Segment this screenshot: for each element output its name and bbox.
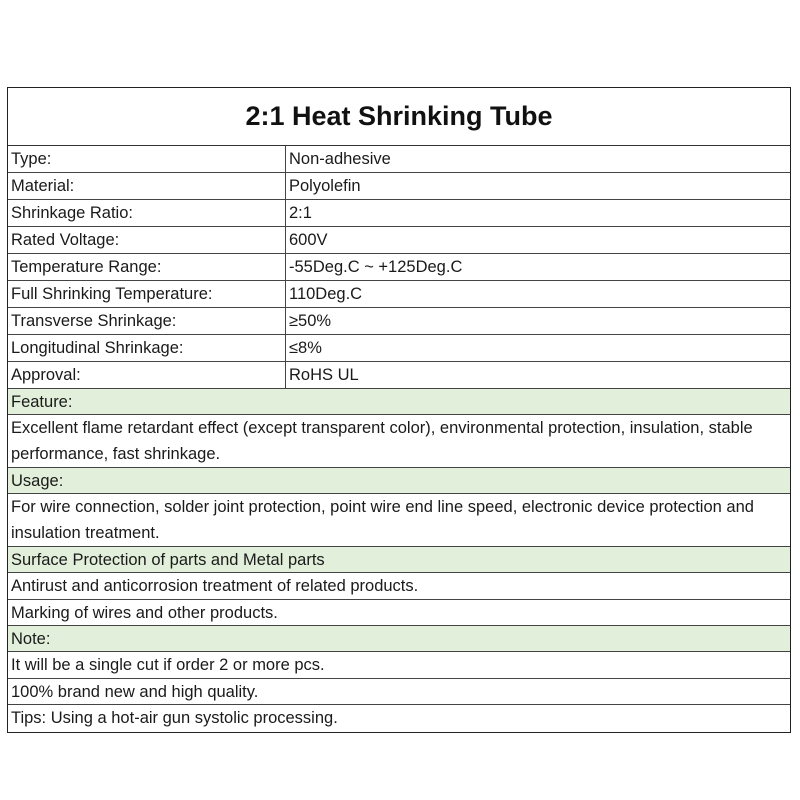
spec-value: 2:1 [289, 204, 312, 222]
spec-row-approval [8, 362, 790, 389]
table-title: 2:1 Heat Shrinking Tube [8, 88, 790, 146]
section-header-feature [8, 389, 790, 415]
section-header-label: Usage: [11, 472, 64, 490]
spec-label: Shrinkage Ratio: [8, 200, 286, 226]
spec-label: Rated Voltage: [8, 227, 286, 253]
spec-row-full-shrinking-temperature [8, 281, 790, 308]
spec-value: Polyolefin [289, 177, 361, 195]
note-line-row [8, 679, 790, 706]
section-header-label: Note: [11, 630, 51, 648]
spec-row-shrinkage-ratio [8, 200, 790, 227]
spec-value: RoHS UL [289, 366, 359, 384]
spec-value: 110Deg.C [289, 285, 363, 303]
note-line-row [8, 652, 790, 679]
spec-row-transverse-shrinkage [8, 308, 790, 335]
spec-label: Transverse Shrinkage: [8, 308, 286, 334]
spec-value: -55Deg.C ~ +125Deg.C [289, 258, 463, 276]
spec-row-rated-voltage [8, 227, 790, 254]
section-header-usage [8, 468, 790, 494]
feature-text-row [8, 415, 790, 468]
note-line: It will be a single cut if order 2 or more pcs. [11, 656, 325, 674]
spec-value: ≥50% [289, 312, 332, 330]
usage-text-row [8, 494, 790, 547]
note-line-row [8, 705, 790, 732]
spec-label: Type: [8, 146, 286, 172]
surface-line-row [8, 573, 790, 600]
spec-row-longitudinal-shrinkage [8, 335, 790, 362]
usage-text: For wire connection, solder joint protection, point wire end line speed, electronic device protection and insulation treatment. [11, 498, 754, 542]
spec-label: Longitudinal Shrinkage: [8, 335, 286, 361]
note-line: 100% brand new and high quality. [11, 682, 259, 701]
note-line: Tips: Using a hot-air gun systolic processing. [11, 709, 338, 727]
section-header-label: Surface Protection of parts and Metal parts [11, 551, 325, 569]
spec-row-temperature-range [8, 254, 790, 281]
section-header-surface-protection [8, 547, 790, 573]
section-header-note [8, 626, 790, 652]
spec-value: Non-adhesive [289, 150, 391, 168]
spec-row-type [8, 146, 790, 173]
surface-line-row [8, 600, 790, 627]
spec-label: Approval: [8, 362, 286, 388]
feature-text: Excellent flame retardant effect (except transparent color), environmental protection, insulation, stable performance, fast shrinkage. [11, 419, 753, 463]
spec-row-material [8, 173, 790, 200]
spec-label: Full Shrinking Temperature: [8, 281, 286, 307]
spec-table [7, 87, 791, 733]
spec-label: Temperature Range: [8, 254, 286, 280]
spec-label: Material: [8, 173, 286, 199]
spec-value: 600V [289, 231, 328, 249]
surface-line: Antirust and anticorrosion treatment of related products. [11, 577, 419, 595]
surface-line: Marking of wires and other products. [11, 603, 278, 622]
section-header-label: Feature: [11, 393, 73, 411]
spec-value: ≤8% [289, 339, 322, 357]
